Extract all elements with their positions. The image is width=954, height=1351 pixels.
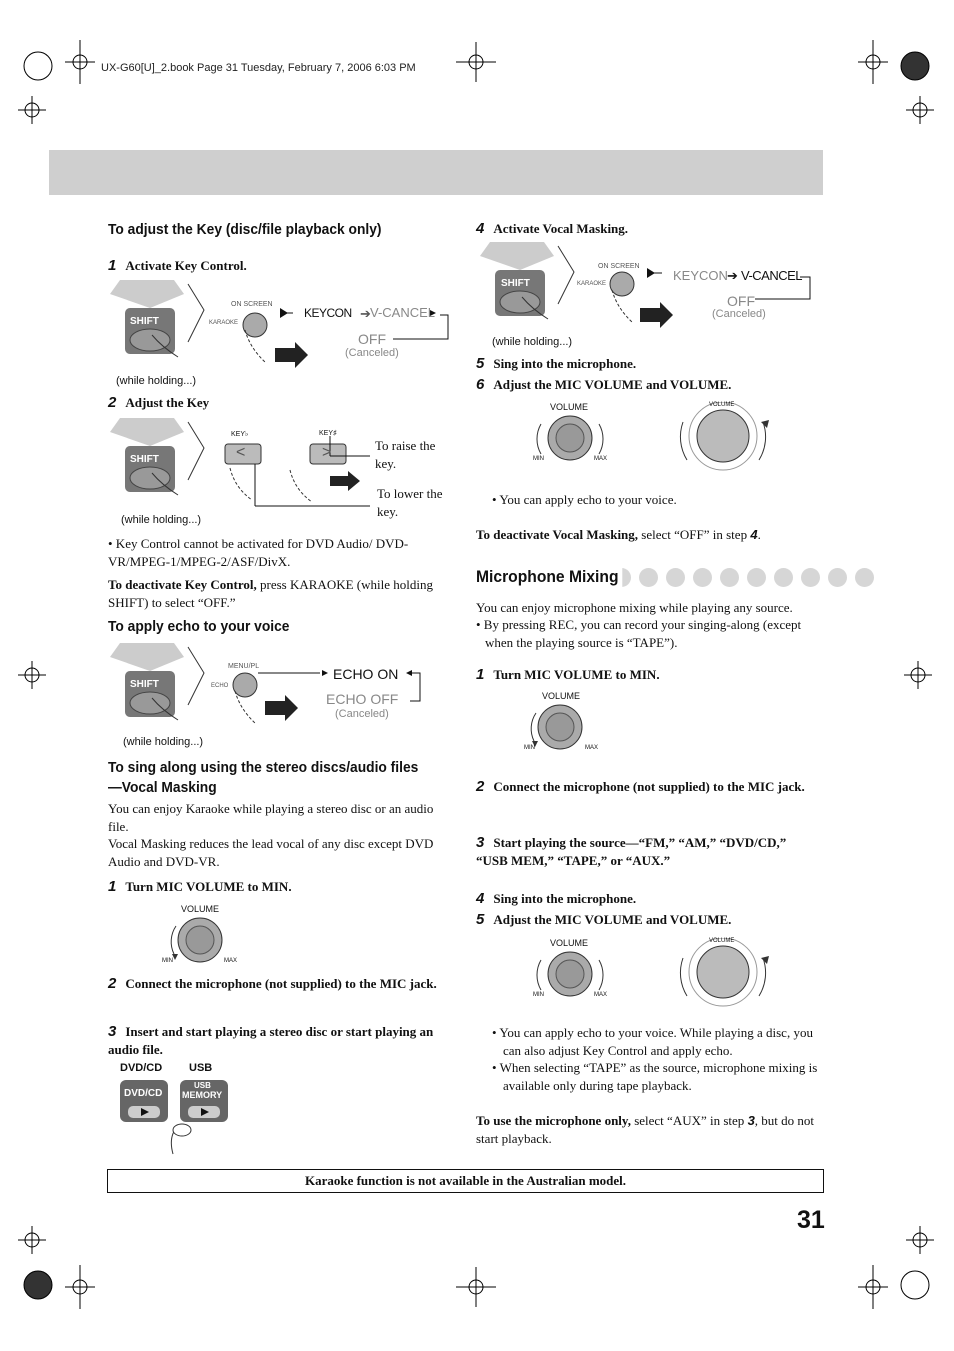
mic-only-bold: To use the microphone only, bbox=[476, 1113, 631, 1128]
key-bullet: • Key Control cannot be activated for DVD Audio/ DVD-VR/MPEG-1/MPEG-2/ASF/DivX. bbox=[108, 536, 409, 569]
header-band bbox=[49, 150, 823, 195]
min-label: MIN bbox=[524, 745, 535, 751]
australia-note: Karaoke function is not available in the Australian model. bbox=[107, 1169, 824, 1193]
step-number: 1 bbox=[108, 257, 117, 274]
dvd-cd-label: DVD/CD bbox=[120, 1062, 163, 1074]
echo-figure bbox=[110, 643, 460, 743]
menu-pl-label: MENU/PL bbox=[228, 663, 260, 670]
volume-label: VOLUME bbox=[181, 904, 220, 914]
max-label: MAX bbox=[594, 992, 608, 998]
mixing-paragraph: You can enjoy microphone mixing while playing any source. bbox=[476, 600, 793, 615]
mix-step3 bbox=[476, 834, 821, 870]
volume-knobs-figure bbox=[525, 938, 785, 1013]
echo-bullet: • You can apply echo to your voice. bbox=[492, 492, 677, 507]
sing-paragraph1: You can enjoy Karaoke while playing a stereo disc or an audio file. bbox=[108, 801, 434, 834]
keycon-label: KEYCON bbox=[304, 306, 352, 320]
vocal-masking-figure bbox=[480, 242, 820, 342]
file-header: UX-G60[U]_2.book Page 31 Tuesday, February 7, 2006 6:03 PM bbox=[101, 62, 416, 74]
mic-only-step: 3 bbox=[747, 1113, 755, 1128]
volume-label: VOLUME bbox=[550, 938, 589, 948]
sing-step3 bbox=[108, 1023, 453, 1059]
echo-section-title: To apply echo to your voice bbox=[108, 618, 290, 635]
step-text: Insert and start playing a stereo disc or start playing an audio file. bbox=[108, 1024, 434, 1057]
step-text: Adjust the MIC VOLUME and VOLUME. bbox=[493, 377, 732, 392]
deactivate-vocal-text: To deactivate Vocal Masking, select “OFF” in step 4. bbox=[476, 527, 761, 542]
step-text: Start playing the source—“FM,” “AM,” “DVD/CD,” “USB MEM,” “TAPE,” or “AUX.” bbox=[476, 835, 787, 868]
step-text: Adjust the Key bbox=[125, 395, 210, 410]
vcancel-label: V-CANCEL bbox=[370, 305, 436, 320]
on-screen-label: ON SCREEN bbox=[231, 301, 273, 308]
shift-button: SHIFT bbox=[130, 679, 159, 690]
step-number: 2 bbox=[476, 778, 485, 795]
deactivate-key-text bbox=[108, 576, 448, 611]
usb-button-line1: USB bbox=[194, 1081, 211, 1090]
min-label: MIN bbox=[533, 992, 544, 998]
max-label: MAX bbox=[224, 958, 238, 964]
step-text: Sing into the microphone. bbox=[493, 891, 637, 906]
mix-step1 bbox=[476, 666, 660, 684]
shift-button: SHIFT bbox=[501, 278, 530, 289]
shift-button: SHIFT bbox=[130, 454, 159, 465]
canceled-label: (Canceled) bbox=[335, 708, 389, 720]
sing-step1 bbox=[108, 878, 292, 896]
echo-off-label: ECHO OFF bbox=[326, 691, 399, 707]
mix-step4 bbox=[476, 890, 636, 908]
mixing-bullet1: • By pressing REC, you can record your singing-along (except when the playing source is “TAPE”). bbox=[476, 617, 802, 650]
shift-button: SHIFT bbox=[130, 316, 159, 327]
step-number: 3 bbox=[476, 834, 485, 851]
usb-label: USB bbox=[189, 1062, 213, 1074]
holding-label: (while holding...) bbox=[123, 736, 204, 748]
mic-only-text bbox=[476, 1112, 824, 1147]
off-label: OFF bbox=[727, 293, 755, 309]
step-number: 2 bbox=[108, 975, 117, 992]
step-text: Turn MIC VOLUME to MIN. bbox=[125, 879, 292, 894]
volume-knob-label: VOLUME bbox=[709, 402, 735, 408]
canceled-label: (Canceled) bbox=[712, 308, 766, 320]
step-text: Sing into the microphone. bbox=[493, 356, 637, 371]
step-number: 5 bbox=[476, 911, 485, 928]
karaoke-label: KARAOKE bbox=[209, 320, 239, 326]
deactivate-vocal-step: 4 bbox=[750, 527, 758, 542]
min-label: MIN bbox=[162, 958, 173, 964]
volume-knobs-figure bbox=[525, 402, 785, 477]
step-number: 1 bbox=[108, 878, 117, 895]
raise-key-text: To raise the key. bbox=[375, 438, 436, 471]
volume-label: VOLUME bbox=[550, 402, 589, 412]
volume-label: VOLUME bbox=[542, 691, 581, 701]
dvd-cd-button: DVD/CD bbox=[124, 1088, 163, 1099]
step-text: Activate Key Control. bbox=[125, 258, 247, 273]
key-flat-label: KEY♭ bbox=[231, 431, 249, 438]
mixing-bullet2: • You can apply echo to your voice. While playing a disc, you can also adjust Key Control and apply echo. bbox=[492, 1025, 813, 1058]
holding-label: (while holding...) bbox=[121, 514, 202, 526]
mix-step2 bbox=[476, 778, 821, 796]
volume-knob-label: VOLUME bbox=[709, 938, 735, 944]
max-label: MAX bbox=[585, 745, 599, 751]
key-step1 bbox=[108, 257, 247, 275]
deactivate-key-bold: To deactivate Key Control, bbox=[108, 577, 257, 592]
step-number: 2 bbox=[108, 394, 117, 411]
sing-paragraph2: Vocal Masking reduces the lead vocal of any disc except DVD Audio and DVD-VR. bbox=[108, 836, 434, 869]
step-text: Adjust the MIC VOLUME and VOLUME. bbox=[493, 912, 732, 927]
deactivate-vocal-bold: To deactivate Vocal Masking, bbox=[476, 527, 639, 542]
sing-title-line2: —Vocal Masking bbox=[108, 779, 217, 796]
step-number: 3 bbox=[108, 1023, 117, 1040]
step-number: 4 bbox=[476, 890, 485, 907]
key-sharp-label: KEY♯ bbox=[319, 430, 337, 437]
step-number: 4 bbox=[476, 220, 485, 237]
deactivate-key-rest: press KARAOKE (while holding SHIFT) to select “OFF.” bbox=[108, 577, 433, 610]
mix-step5 bbox=[476, 911, 731, 929]
sing-title-line1: To sing along using the stereo discs/audio files bbox=[108, 759, 419, 776]
right-step6 bbox=[476, 376, 731, 394]
sing-step2 bbox=[108, 975, 453, 993]
mixing-title: Microphone Mixing bbox=[476, 567, 622, 587]
echo-button-label: ECHO bbox=[211, 683, 229, 689]
min-label: MIN bbox=[533, 456, 544, 462]
holding-label: (while holding...) bbox=[116, 375, 197, 387]
lower-key-text: To lower the key. bbox=[377, 486, 443, 519]
step-text: Activate Vocal Masking. bbox=[493, 221, 629, 236]
max-label: MAX bbox=[594, 456, 608, 462]
canceled-label: (Canceled) bbox=[345, 347, 399, 359]
keycon-label: KEYCON bbox=[673, 268, 728, 283]
right-step4 bbox=[476, 220, 628, 238]
page-number: 31 bbox=[797, 1206, 825, 1234]
key-control-figure bbox=[110, 280, 460, 380]
mixing-bullet3: • When selecting “TAPE” as the source, microphone mixing is available only during tape playback. bbox=[492, 1060, 818, 1093]
step-text: Connect the microphone (not supplied) to the MIC jack. bbox=[493, 779, 805, 794]
right-step5 bbox=[476, 355, 636, 373]
off-label: OFF bbox=[358, 331, 386, 347]
holding-label: (while holding...) bbox=[492, 336, 573, 348]
key-section-title: To adjust the Key (disc/file playback only) bbox=[108, 221, 382, 238]
step-text: Connect the microphone (not supplied) to the MIC jack. bbox=[125, 976, 437, 991]
key-step2 bbox=[108, 394, 209, 412]
usb-button-line2: MEMORY bbox=[182, 1090, 223, 1100]
vcancel-label: V-CANCEL bbox=[741, 268, 803, 283]
step-number: 1 bbox=[476, 666, 485, 683]
step-text: Turn MIC VOLUME to MIN. bbox=[493, 667, 660, 682]
mic-only-rest2: , but do not start playback. bbox=[476, 1113, 815, 1146]
mic-only-rest1: select “AUX” in step bbox=[630, 1113, 748, 1128]
karaoke-label: KARAOKE bbox=[577, 281, 607, 287]
microphone-mixing-heading bbox=[476, 566, 821, 592]
deactivate-vocal-rest: select “OFF” in step bbox=[638, 527, 751, 542]
step-number: 6 bbox=[476, 376, 485, 393]
echo-on-label: ECHO ON bbox=[333, 666, 399, 682]
on-screen-label: ON SCREEN bbox=[598, 263, 640, 270]
step-number: 5 bbox=[476, 355, 485, 372]
